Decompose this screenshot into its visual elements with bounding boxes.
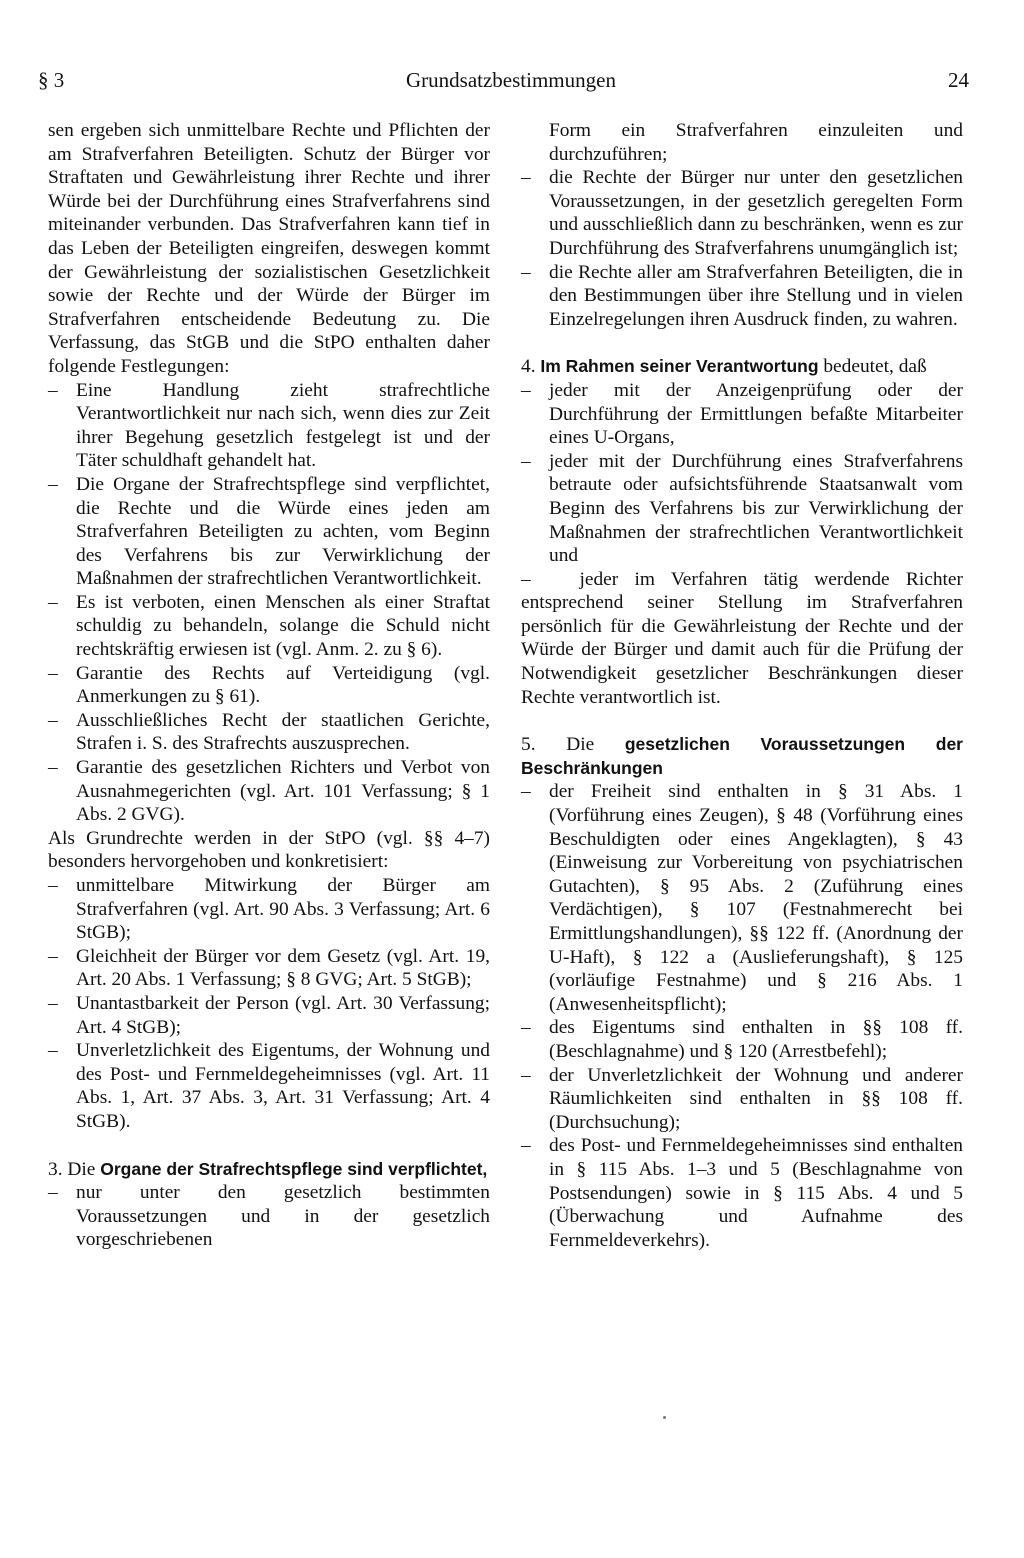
list-item: – der Unverletzlichkeit der Wohnung und anderer Räumlichkeiten sind enthalten in §§ 108 ff. (Durchsuchung);	[521, 1064, 963, 1133]
list-item: – jeder mit der Anzeigenprüfung oder der Durchführung der Ermittlungen befaßte Mitarbeiter eines U-Organs,	[521, 379, 963, 449]
section-5-heading: 5. Die gesetzlichen Voraussetzungen der Beschränkungen	[521, 734, 963, 778]
intro-paragraph: sen ergeben sich unmittelbare Rechte und Pflichten der am Strafverfahren Beteiligten. Schutz der Bürger vor Straftaten und Gewährleistung ihrer Rechte und ihrer Würde bei der Durchführung eines Strafverfahrens sind miteinander verbunden. Das Strafverfahren kann tief in das Leben der Beteiligten eingreifen, deswegen kommt der Gewährleistung der sozialistischen Gesetzlichkeit sowie der Rechte und der Würde der Bürger im Strafverfahren entscheidende Bedeutung zu. Die Verfassung, das StGB und die StPO enthalten daher folgende Festlegungen:	[48, 120, 490, 377]
list-item: – des Eigentums sind enthalten in §§ 108 ff. (Beschlagnahme) und § 120 (Arrestbefehl);	[521, 1017, 963, 1062]
scan-speck	[663, 1416, 666, 1419]
left-column	[48, 119, 490, 1252]
right-column	[521, 119, 963, 1252]
list-item: – Ausschließliches Recht der staatlichen Gerichte, Strafen i. S. des Strafrechts auszusprechen.	[48, 709, 490, 755]
list-item: – Garantie des gesetzlichen Richters und Verbot von Ausnahmegerichten (vgl. Art. 101 Verfassung; § 1 Abs. 2 GVG).	[48, 757, 490, 826]
list-item: – jeder im Verfahren tätig werdende Richter entsprechend seiner Stellung im Strafverfahren persönlich für die Gewährleistung der Rechte und der Würde der Bürger und damit auch für die Prüfung der Notwendigkeit gesetzlicher Beschränkungen dieser Rechte verantwortlich ist.	[521, 568, 963, 708]
list-item: – die Rechte der Bürger nur unter den gesetzlichen Voraussetzungen, in der gesetzlich geregelten Form und ausschließlich dann zu beschränken, wenn es zur Durchführung des Strafverfahrens unumgänglich ist;	[521, 167, 963, 259]
list-item: – Gleichheit der Bürger vor dem Gesetz (vgl. Art. 19, Art. 20 Abs. 1 Verfassung; § 8 GVG; Art. 5 StGB);	[48, 945, 490, 991]
list-item: – Unverletzlichkeit des Eigentums, der Wohnung und des Post- und Fernmeldegeheimnisses (vgl. Art. 11 Abs. 1, Art. 37 Abs. 3, Art. 31 Verfassung; Art. 4 StGB).	[48, 1040, 490, 1132]
section-number: § 3	[38, 68, 65, 92]
running-title: Grundsatzbestimmungen	[406, 68, 616, 92]
list-item: – Unantastbarkeit der Person (vgl. Art. 30 Verfassung; Art. 4 StGB);	[48, 992, 490, 1038]
list-item: – Die Organe der Strafrechtspflege sind verpflichtet, die Rechte und die Würde eines jeden am Strafverfahren Beteiligten zu achten, vom Beginn des Verfahrens bis zur Verwirklichung der Maßnahmen der strafrechtlichen Verantwortlichkeit.	[48, 473, 490, 590]
list-item: – nur unter den gesetzlich bestimmten Voraussetzungen und in der gesetzlich vorgeschriebenen	[48, 1182, 490, 1251]
list-item: – Es ist verboten, einen Menschen als einer Straftat schuldig zu behandeln, solange die Schuld nicht rechtskräftig erwiesen ist (vgl. Anm. 2. zu § 6).	[48, 591, 490, 661]
guarantees-list	[48, 379, 490, 827]
list-item: – jeder mit der Durchführung eines Strafverfahrens betraute oder aufsichtsführende Staatsanwalt vom Beginn des Verfahrens bis zur Verwirklichung der Maßnahmen der strafrechtlichen Verantwortlichkeit und	[521, 450, 963, 567]
list-item: – die Rechte aller am Strafverfahren Beteiligten, die in den Bestimmungen über ihre Stellung und in vielen Einzelregelungen ihren Ausdruck finden, zu wahren.	[521, 261, 963, 330]
list-item: – Garantie des Rechts auf Verteidigung (vgl. Anmerkungen zu § 61).	[48, 662, 490, 708]
list-item: – der Freiheit sind enthalten in § 31 Abs. 1 (Vorführung eines Zeugen), § 48 (Vorführung eines Beschuldigten oder eines Angeklagten), § 43 (Einweisung zur Vorbereitung von psychiatrischen Gutachten), § 95 Abs. 2 (Zuführung eines Verdächtigen), § 107 (Festnahmerecht bei Ermittlungshandlungen), §§ 122 ff. (Anordnung der U-Haft), § 122 a (Auslieferungshaft), § 125 (vorläufige Festnahme) und § 216 Abs. 1 (Anwesenheitspflicht);	[521, 781, 963, 1015]
list-item: – unmittelbare Mitwirkung der Bürger am Strafverfahren (vgl. Art. 90 Abs. 3 Verfassung; Art. 6 StGB);	[48, 875, 490, 944]
grundrechte-paragraph: Als Grundrechte werden in der StPO (vgl. §§ 4–7) besonders hervorgehoben und konkretisiert:	[48, 827, 490, 873]
section-3-heading: 3. Die Organe der Strafrechtspflege sind verpflichtet,	[48, 1158, 488, 1180]
list-item: – Eine Handlung zieht strafrechtliche Verantwortlichkeit nur nach sich, wenn dies zur Zeit ihrer Begehung gesetzlich festgelegt ist und der Täter schuldhaft gehandelt hat.	[48, 379, 490, 472]
list-item-continued: Form ein Strafverfahren einzuleiten und durchzuführen;	[549, 120, 963, 165]
list-item: – des Post- und Fernmeldegeheimnisses sind enthalten in § 115 Abs. 1–3 und 5 (Beschlagnahme von Postsendungen) sowie in § 115 Abs. 4 und 5 (Überwachung und Aufnahme des Fernmeldeverkehrs).	[521, 1135, 963, 1251]
section-4-heading: 4. Im Rahmen seiner Verantwortung bedeutet, daß	[521, 356, 927, 378]
page-number: 24	[948, 68, 969, 92]
basic-rights-list	[48, 874, 490, 1134]
